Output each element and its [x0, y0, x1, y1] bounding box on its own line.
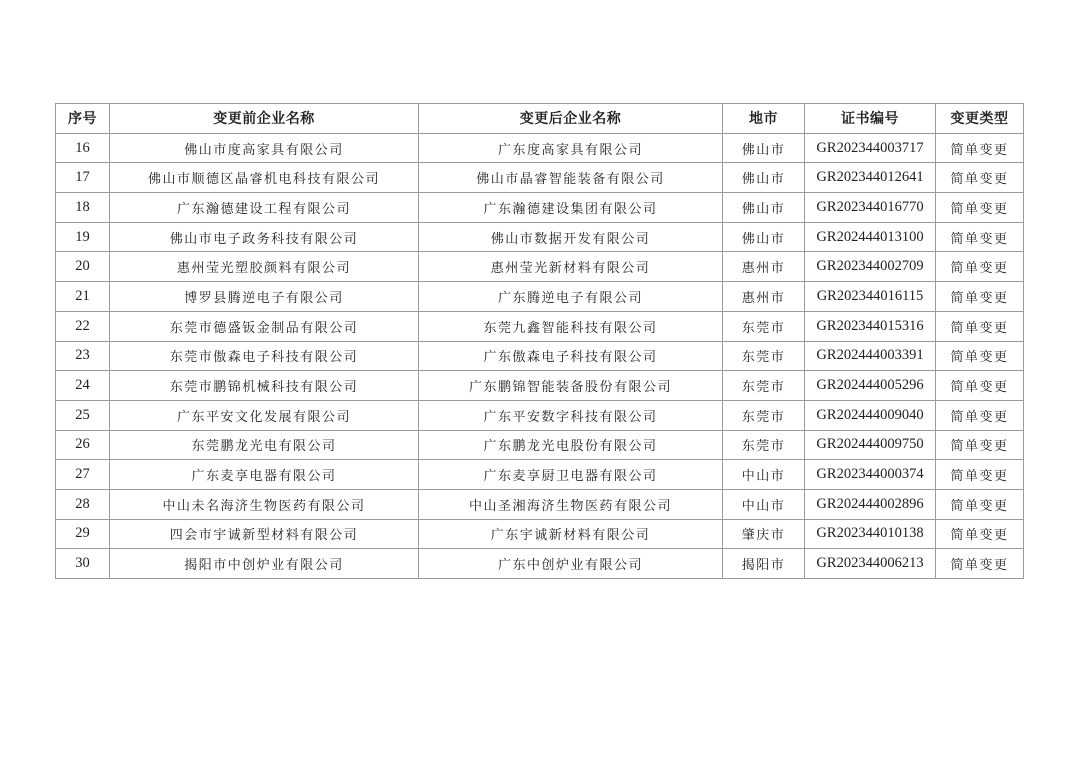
cell-certificate-no: GR202344016115 [805, 282, 936, 312]
cell-serial-no: 27 [56, 460, 110, 490]
cell-name-after: 惠州莹光新材料有限公司 [419, 252, 723, 282]
table-row [56, 460, 1024, 490]
cell-name-before: 四会市宇诚新型材料有限公司 [110, 519, 419, 549]
cell-serial-no: 24 [56, 371, 110, 401]
header-certificate-no: 证书编号 [805, 104, 936, 134]
cell-serial-no: 29 [56, 519, 110, 549]
cell-change-type: 简单变更 [936, 549, 1024, 579]
cell-change-type: 简单变更 [936, 519, 1024, 549]
cell-name-after: 广东麦享厨卫电器有限公司 [419, 460, 723, 490]
cell-name-before: 广东瀚德建设工程有限公司 [110, 193, 419, 223]
cell-serial-no: 21 [56, 282, 110, 312]
cell-name-before: 东莞鹏龙光电有限公司 [110, 430, 419, 460]
cell-name-after: 佛山市晶睿智能装备有限公司 [419, 163, 723, 193]
cell-serial-no: 25 [56, 400, 110, 430]
cell-serial-no: 26 [56, 430, 110, 460]
cell-serial-no: 22 [56, 311, 110, 341]
cell-name-before: 惠州莹光塑胶颜料有限公司 [110, 252, 419, 282]
cell-change-type: 简单变更 [936, 371, 1024, 401]
cell-city: 东莞市 [723, 311, 805, 341]
cell-name-after: 广东鹏锦智能装备股份有限公司 [419, 371, 723, 401]
cell-city: 佛山市 [723, 133, 805, 163]
cell-certificate-no: GR202444005296 [805, 371, 936, 401]
cell-name-before: 东莞市鹏锦机械科技有限公司 [110, 371, 419, 401]
cell-name-after: 中山圣湘海济生物医药有限公司 [419, 489, 723, 519]
cell-city: 中山市 [723, 489, 805, 519]
cell-certificate-no: GR202444009750 [805, 430, 936, 460]
cell-name-before: 佛山市顺德区晶睿机电科技有限公司 [110, 163, 419, 193]
cell-name-after: 广东宇诚新材料有限公司 [419, 519, 723, 549]
cell-name-after: 佛山市数据开发有限公司 [419, 222, 723, 252]
cell-name-before: 东莞市德盛钣金制品有限公司 [110, 311, 419, 341]
cell-certificate-no: GR202344012641 [805, 163, 936, 193]
cell-serial-no: 28 [56, 489, 110, 519]
cell-serial-no: 17 [56, 163, 110, 193]
cell-certificate-no: GR202444002896 [805, 489, 936, 519]
cell-certificate-no: GR202344015316 [805, 311, 936, 341]
table-row [56, 222, 1024, 252]
cell-certificate-no: GR202344010138 [805, 519, 936, 549]
table-row [56, 371, 1024, 401]
cell-change-type: 简单变更 [936, 430, 1024, 460]
cell-name-after: 广东中创炉业有限公司 [419, 549, 723, 579]
cell-certificate-no: GR202444013100 [805, 222, 936, 252]
cell-name-after: 广东傲森电子科技有限公司 [419, 341, 723, 371]
cell-city: 佛山市 [723, 222, 805, 252]
cell-certificate-no: GR202344006213 [805, 549, 936, 579]
cell-city: 中山市 [723, 460, 805, 490]
cell-serial-no: 19 [56, 222, 110, 252]
cell-name-before: 中山未名海济生物医药有限公司 [110, 489, 419, 519]
cell-city: 佛山市 [723, 193, 805, 223]
cell-city: 惠州市 [723, 252, 805, 282]
cell-city: 东莞市 [723, 430, 805, 460]
cell-change-type: 简单变更 [936, 282, 1024, 312]
cell-certificate-no: GR202444003391 [805, 341, 936, 371]
cell-certificate-no: GR202344000374 [805, 460, 936, 490]
table-row [56, 311, 1024, 341]
cell-change-type: 简单变更 [936, 400, 1024, 430]
header-change-type: 变更类型 [936, 104, 1024, 134]
cell-serial-no: 16 [56, 133, 110, 163]
table-row [56, 519, 1024, 549]
header-name-before: 变更前企业名称 [110, 104, 419, 134]
cell-name-before: 广东麦享电器有限公司 [110, 460, 419, 490]
table-row [56, 489, 1024, 519]
cell-name-before: 揭阳市中创炉业有限公司 [110, 549, 419, 579]
cell-certificate-no: GR202344016770 [805, 193, 936, 223]
cell-change-type: 简单变更 [936, 133, 1024, 163]
cell-change-type: 简单变更 [936, 222, 1024, 252]
table-header-row [56, 104, 1024, 134]
table-row [56, 549, 1024, 579]
cell-serial-no: 30 [56, 549, 110, 579]
table-row [56, 133, 1024, 163]
cell-change-type: 简单变更 [936, 311, 1024, 341]
cell-serial-no: 20 [56, 252, 110, 282]
cell-change-type: 简单变更 [936, 193, 1024, 223]
cell-change-type: 简单变更 [936, 163, 1024, 193]
header-serial-no: 序号 [56, 104, 110, 134]
cell-name-after: 东莞九鑫智能科技有限公司 [419, 311, 723, 341]
cell-city: 肇庆市 [723, 519, 805, 549]
cell-serial-no: 23 [56, 341, 110, 371]
cell-name-after: 广东腾逆电子有限公司 [419, 282, 723, 312]
table-row [56, 163, 1024, 193]
cell-certificate-no: GR202444009040 [805, 400, 936, 430]
cell-certificate-no: GR202344003717 [805, 133, 936, 163]
cell-certificate-no: GR202344002709 [805, 252, 936, 282]
cell-name-before: 广东平安文化发展有限公司 [110, 400, 419, 430]
table-row [56, 282, 1024, 312]
table-row [56, 252, 1024, 282]
cell-name-before: 博罗县腾逆电子有限公司 [110, 282, 419, 312]
cell-name-after: 广东瀚德建设集团有限公司 [419, 193, 723, 223]
cell-city: 东莞市 [723, 400, 805, 430]
table-row [56, 400, 1024, 430]
cell-name-before: 佛山市度高家具有限公司 [110, 133, 419, 163]
table-row [56, 193, 1024, 223]
cell-name-after: 广东度高家具有限公司 [419, 133, 723, 163]
cell-change-type: 简单变更 [936, 489, 1024, 519]
cell-name-before: 佛山市电子政务科技有限公司 [110, 222, 419, 252]
cell-city: 揭阳市 [723, 549, 805, 579]
cell-city: 惠州市 [723, 282, 805, 312]
cell-change-type: 简单变更 [936, 460, 1024, 490]
cell-name-after: 广东平安数字科技有限公司 [419, 400, 723, 430]
cell-change-type: 简单变更 [936, 341, 1024, 371]
enterprise-name-change-table [55, 103, 1024, 579]
cell-city: 东莞市 [723, 371, 805, 401]
cell-city: 佛山市 [723, 163, 805, 193]
cell-name-before: 东莞市傲森电子科技有限公司 [110, 341, 419, 371]
cell-serial-no: 18 [56, 193, 110, 223]
header-city: 地市 [723, 104, 805, 134]
table-row [56, 341, 1024, 371]
table-row [56, 430, 1024, 460]
cell-change-type: 简单变更 [936, 252, 1024, 282]
cell-city: 东莞市 [723, 341, 805, 371]
cell-name-after: 广东鹏龙光电股份有限公司 [419, 430, 723, 460]
header-name-after: 变更后企业名称 [419, 104, 723, 134]
